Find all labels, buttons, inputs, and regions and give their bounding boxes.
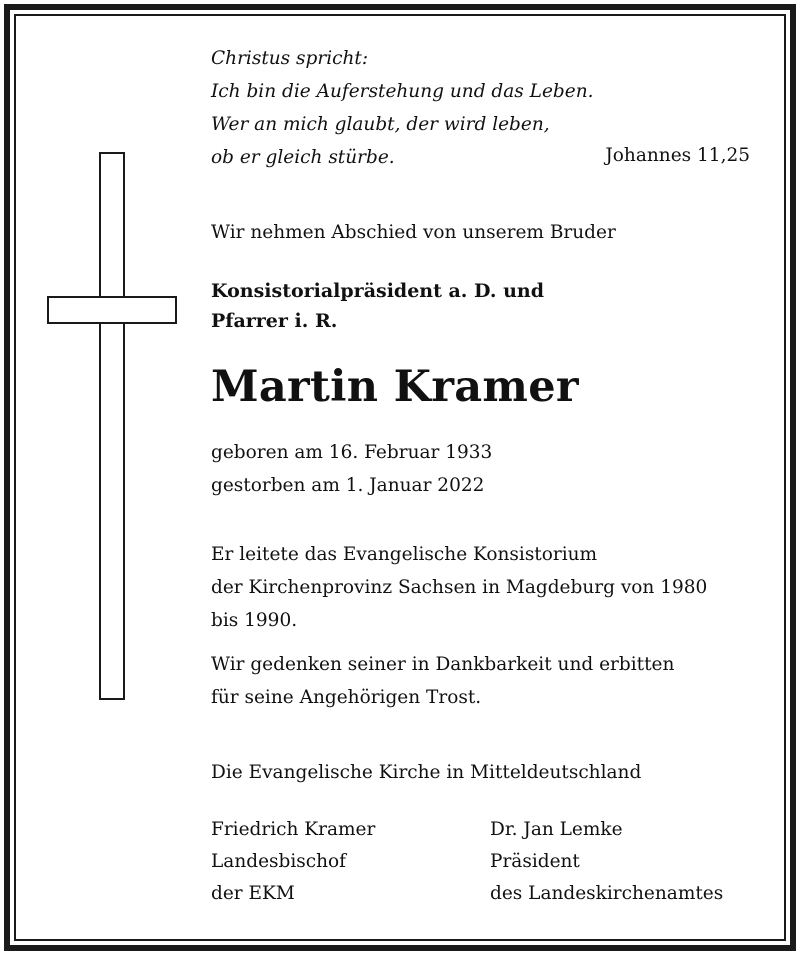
organization-name: Die Evangelische Kirche in Mitteldeutschland: [211, 762, 642, 783]
title-line: Pfarrer i. R.: [211, 310, 338, 332]
signatory-name: Dr. Jan Lemke: [490, 819, 623, 840]
verse-line: ob er gleich stürbe.: [211, 147, 395, 168]
biography-line: bis 1990.: [211, 610, 298, 631]
closing-line: für seine Angehörigen Trost.: [211, 687, 482, 708]
biography-line: Er leitete das Evangelische Konsistorium: [211, 544, 598, 565]
title-line: Konsistorialpräsident a. D. und: [211, 280, 544, 302]
verse-line: Wer an mich glaubt, der wird leben,: [211, 114, 550, 135]
signatory-role: Landesbischof: [211, 851, 347, 872]
biography-line: der Kirchenprovinz Sachsen in Magdeburg von 1980: [211, 577, 708, 598]
signatory-affiliation: der EKM: [211, 883, 295, 904]
biography: [211, 538, 707, 637]
signatory-right: [490, 814, 723, 910]
verse-line: Ich bin die Auferstehung und das Leben.: [211, 81, 594, 102]
verse-reference: Johannes 11,25: [605, 145, 750, 166]
bible-verse: [211, 42, 593, 174]
verse-line: Christus spricht:: [211, 48, 369, 69]
closing-line: Wir gedenken seiner in Dankbarkeit und erbitten: [211, 654, 675, 675]
signatory-role: Präsident: [490, 851, 580, 872]
signatory-affiliation: des Landeskirchenamtes: [490, 883, 724, 904]
deceased-name: Martin Kramer: [211, 362, 579, 412]
farewell-intro: Wir nehmen Abschied von unserem Bruder: [211, 222, 616, 243]
deceased-titles: [211, 276, 544, 336]
life-dates: [211, 436, 492, 502]
cross-intersection: [101, 298, 123, 322]
closing-words: [211, 648, 674, 714]
signatory-name: Friedrich Kramer: [211, 819, 376, 840]
cross-vertical-beam: [99, 152, 125, 700]
birth-date: geboren am 16. Februar 1933: [211, 442, 493, 463]
death-date: gestorben am 1. Januar 2022: [211, 475, 485, 496]
signatory-left: [211, 814, 375, 910]
